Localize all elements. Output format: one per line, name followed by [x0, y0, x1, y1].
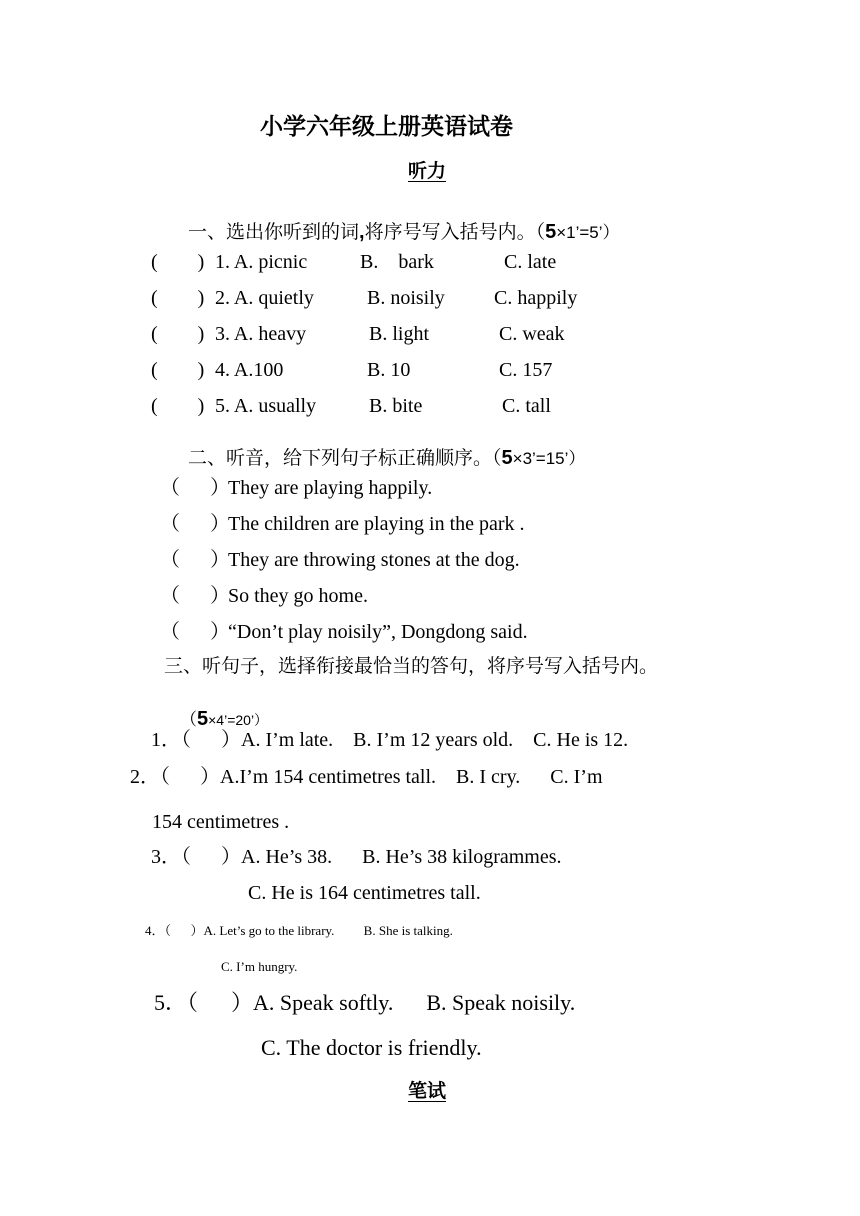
part3-question-5: 5．（ ）A. Speak softly. B. Speak noisily. — [154, 990, 576, 1015]
option-b: B. noisily — [367, 287, 445, 309]
page-title: 小学六年级上册英语试卷 — [260, 114, 513, 140]
part3-question-2-cont: 154 centimetres . — [152, 811, 290, 833]
option-a: 5. A. usually — [215, 395, 317, 417]
part3-question-1: 1．（ ）A. I’m late. B. I’m 12 years old. C. He is 12. — [151, 729, 629, 751]
option-b: B. light — [369, 323, 430, 345]
option-a: 2. A. quietly — [215, 287, 314, 309]
order-paren: （ ） — [160, 549, 230, 571]
answer-paren: ( ) — [151, 359, 205, 381]
part3-question-2: 2．（ ）A.I’m 154 centimetres tall. B. I cry. C. I’m — [130, 766, 603, 788]
option-c: C. weak — [499, 323, 565, 345]
part3-question-4-cont: C. I’m hungry. — [221, 959, 298, 974]
option-b: B. 10 — [367, 359, 411, 381]
part3-question-3-cont: C. He is 164 centimetres tall. — [248, 882, 481, 904]
option-a: 1. A. picnic — [215, 251, 308, 273]
part2-score-rest: ×3’=15’） — [512, 449, 586, 468]
order-paren: （ ） — [160, 513, 230, 535]
part1-instruction-comma: , — [359, 221, 365, 243]
order-paren: （ ） — [160, 585, 230, 607]
part1-score-rest: ×1’=5’） — [556, 223, 620, 242]
option-a: 4. A.100 — [215, 359, 284, 381]
part2-score-five: 5 — [501, 447, 513, 469]
part3-score-rest: ×4’=20’） — [208, 712, 269, 728]
part1-instruction-rest: 将序号写入括号内。（ — [364, 221, 546, 243]
option-c: C. 157 — [499, 359, 553, 381]
order-paren: （ ） — [160, 477, 230, 499]
part1-instruction-text: 一、选出你听到的词 — [188, 221, 360, 243]
part3-score-open: （ — [180, 710, 197, 730]
part3-question-5-cont: C. The doctor is friendly. — [261, 1035, 482, 1060]
order-paren: （ ） — [160, 621, 230, 643]
part3-question-4: 4．（ ）A. Let’s go to the library. B. She is talking. — [145, 923, 453, 938]
part2-instruction-text: 二、听音，给下列句子标正确顺序。（ — [188, 447, 502, 469]
option-c: C. late — [504, 251, 557, 273]
option-b: B. bite — [369, 395, 423, 417]
part3-score-five: 5 — [197, 708, 209, 730]
answer-paren: ( ) — [151, 287, 205, 309]
answer-paren: ( ) — [151, 395, 205, 417]
sentence-text: “Don’t play noisily”, Dongdong said. — [228, 621, 528, 643]
option-c: C. tall — [502, 395, 551, 417]
sentence-text: They are playing happily. — [228, 477, 433, 499]
part3-question-3: 3．（ ）A. He’s 38. B. He’s 38 kilogrammes. — [151, 846, 562, 868]
sentence-text: They are throwing stones at the dog. — [228, 549, 520, 571]
sentence-text: So they go home. — [228, 585, 368, 607]
option-b: B. bark — [360, 251, 434, 273]
answer-paren: ( ) — [151, 323, 205, 345]
writing-heading: 笔试 — [408, 1080, 447, 1102]
part3-instruction: 三、听句子，选择衔接最恰当的答句，将序号写入括号内。 — [164, 655, 659, 677]
sentence-text: The children are playing in the park . — [228, 513, 525, 535]
listening-heading: 听力 — [408, 160, 447, 182]
option-c: C. happily — [494, 287, 578, 309]
answer-paren: ( ) — [151, 251, 205, 273]
part1-score-five: 5 — [545, 221, 557, 243]
option-a: 3. A. heavy — [215, 323, 307, 345]
